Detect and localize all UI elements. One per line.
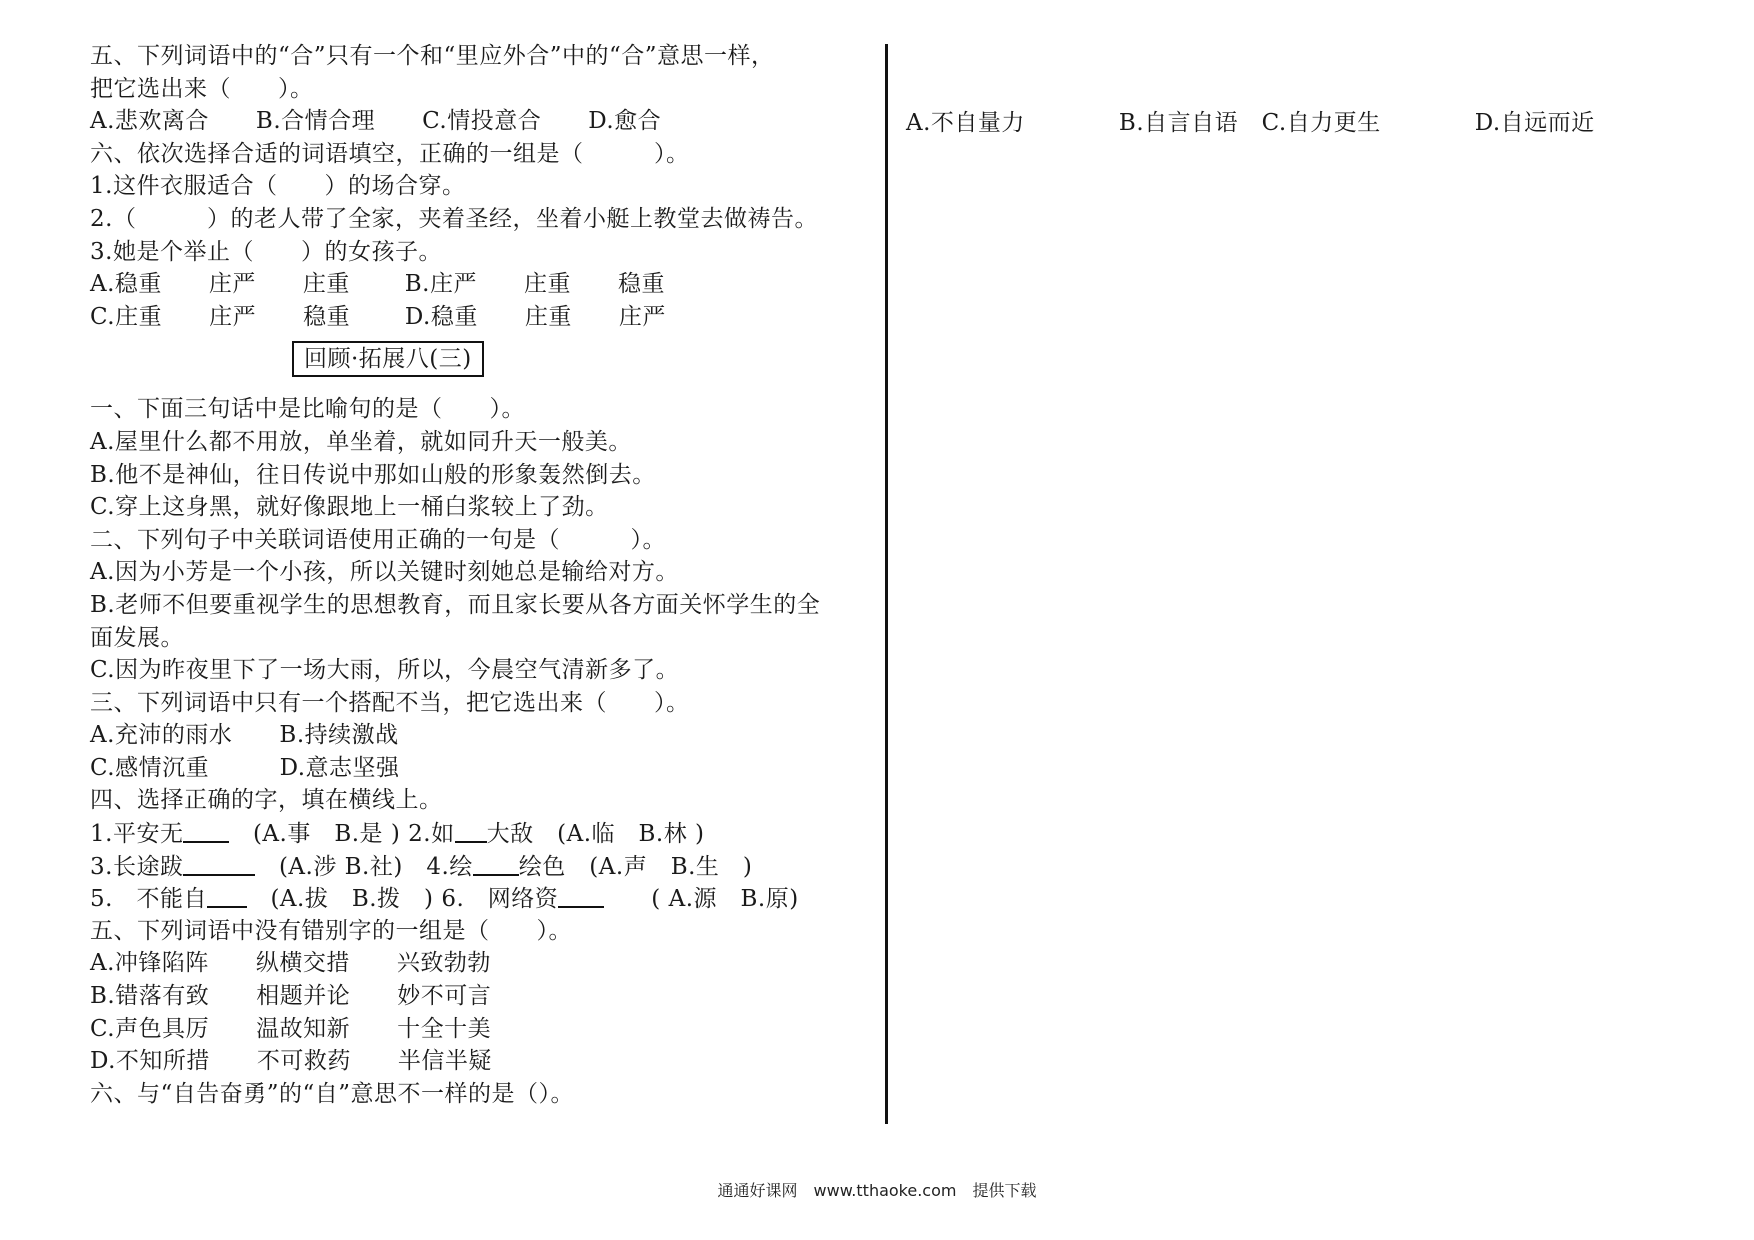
column-divider: [885, 44, 888, 1124]
q4-row1-part2: (A.事 B.是 ) 2.如: [229, 821, 455, 848]
q1-option-c: C.穿上这身黑，就好像跟地上一桶白浆较上了劲。: [90, 494, 609, 521]
q4-row-2: [90, 850, 870, 883]
q4-row1-part1: 1.平安无: [90, 821, 184, 848]
q4-row-1: [90, 817, 870, 850]
q4-row3-part2: (A.拔 B.拨 ) 6. 网络资: [246, 886, 559, 913]
q4-row2-part2: (A.涉 B.社) 4.绘: [255, 853, 473, 880]
q4-row2-part3: 绘色 (A.声 B.生 ): [518, 853, 753, 880]
fill-blank-5[interactable]: [207, 882, 247, 908]
q1-stem: 一、下面三句话中是比喻句的是（ ）。: [90, 396, 525, 423]
q2-option-b-line1: B.老师不但要重视学生的思想教育，而且家长要从各方面关怀学生的全: [90, 591, 821, 618]
q4-row3-part3: ( A.源 B.原): [604, 886, 799, 913]
q5a-options: A.悲欢离合 B.合情合理 C.情投意合 D.愈合: [90, 108, 662, 135]
q4-row-3: [90, 882, 870, 915]
q6b-stem: 六、与“自告奋勇”的“自”意思不一样的是（）。: [90, 1080, 575, 1107]
q5b-option-c: C.声色具厉 温故知新 十全十美: [90, 1015, 492, 1042]
q4-stem: 四、选择正确的字，填在横线上。: [90, 787, 443, 814]
q6b-options: A.不自量力 B.自言自语 C.自力更生 D.自远而近: [906, 110, 1595, 136]
q4-row3-part1: 5. 不能自: [90, 886, 207, 913]
section-title-wrap: [90, 341, 870, 385]
right-column: [906, 43, 1706, 171]
q6a-sentence-3: 3.她是个举止（ ）的女孩子。: [90, 238, 442, 265]
q4-row2-part1: 3.长途跋: [90, 853, 184, 880]
q4-row1-part3: 大敌 (A.临 B.林 ): [486, 821, 705, 848]
q5a-stem-line2: 把它选出来（ ）。: [90, 75, 314, 102]
q5b-stem: 五、下列词语中没有错别字的一组是（ ）。: [90, 917, 572, 944]
q5b-option-b: B.错落有致 相题并论 妙不可言: [90, 983, 492, 1010]
q2-option-a: A.因为小芳是一个小孩，所以关键时刻她总是输给对方。: [90, 559, 679, 586]
q3-options-ab: A.充沛的雨水 B.持续激战: [90, 722, 399, 749]
fill-blank-1[interactable]: [183, 817, 229, 843]
q1-option-a: A.屋里什么都不用放，单坐着，就如同升天一般美。: [90, 428, 632, 455]
q6a-sentence-1: 1.这件衣服适合（ ）的场合穿。: [90, 173, 466, 200]
q1-option-b: B.他不是神仙，往日传说中那如山般的形象轰然倒去。: [90, 461, 656, 488]
q6a-options-ab: A.稳重 庄严 庄重 B.庄严 庄重 稳重: [90, 271, 665, 298]
q2-option-b-line2: 面发展。: [90, 624, 184, 651]
q2-stem: 二、下列句子中关联词语使用正确的一句是（ ）。: [90, 526, 666, 553]
left-column: [90, 40, 870, 1110]
fill-blank-4[interactable]: [473, 850, 519, 876]
footer-credit: 通通好课网 www.tthaoke.com 提供下载: [717, 1181, 1037, 1200]
fill-blank-2[interactable]: [455, 817, 487, 843]
q3-stem: 三、下列词语中只有一个搭配不当，把它选出来（ ）。: [90, 689, 690, 716]
q6a-options-cd: C.庄重 庄严 稳重 D.稳重 庄重 庄严: [90, 303, 666, 330]
fill-blank-6[interactable]: [558, 882, 604, 908]
q5b-option-d: D.不知所措 不可救药 半信半疑: [90, 1048, 492, 1075]
q5a-stem-line1: 五、下列词语中的“合”只有一个和“里应外合”中的“合”意思一样，: [90, 43, 775, 69]
q6a-sentence-2: 2.（ ）的老人带了全家，夹着圣经，坐着小艇上教堂去做祷告。: [90, 205, 818, 232]
fill-blank-3[interactable]: [183, 850, 255, 876]
section-title: 回顾·拓展八(三): [292, 341, 484, 377]
q2-option-c: C.因为昨夜里下了一场大雨，所以，今晨空气清新多了。: [90, 657, 680, 684]
q3-options-cd: C.感情沉重 D.意志坚强: [90, 754, 400, 781]
q5b-option-a: A.冲锋陷阵 纵横交措 兴致勃勃: [90, 950, 491, 977]
q6a-stem: 六、依次选择合适的词语填空，正确的一组是（ ）。: [90, 140, 690, 167]
